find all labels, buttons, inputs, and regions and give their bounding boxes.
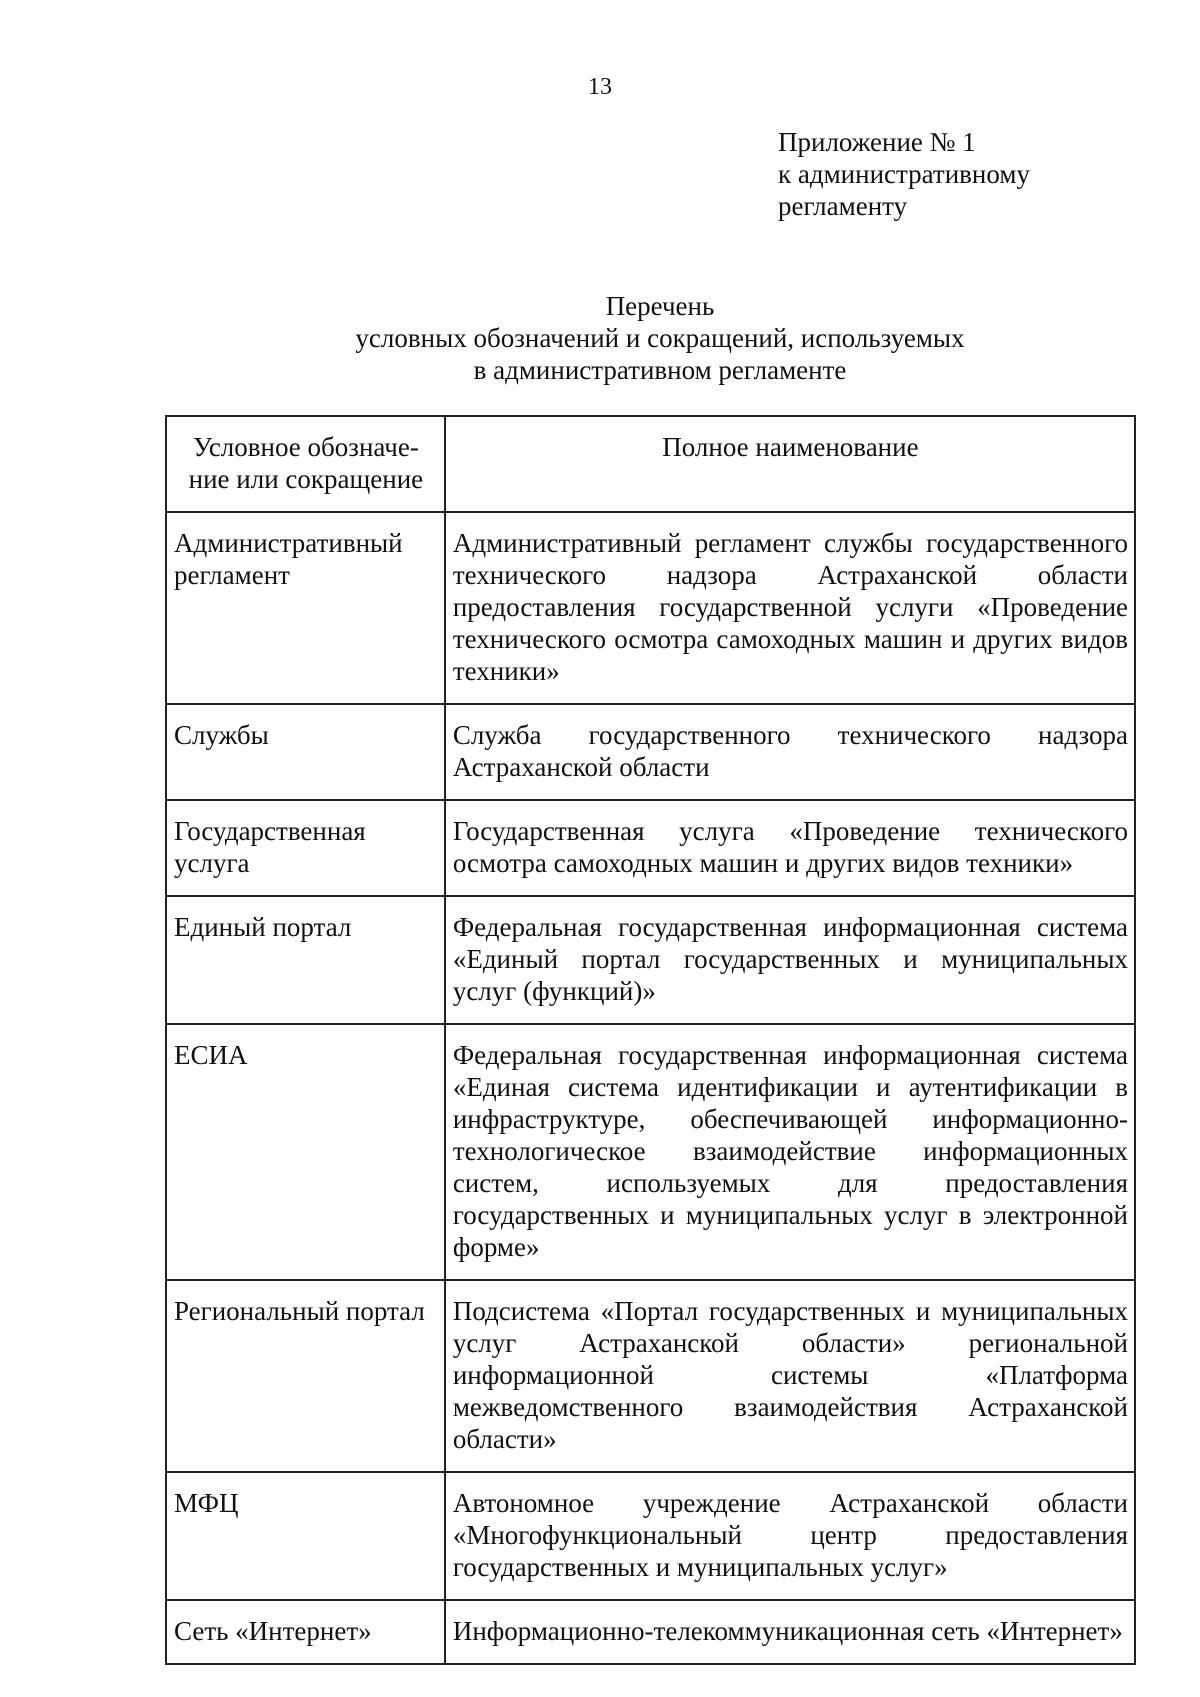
table-row: [166, 1600, 1135, 1664]
header-full-name: Полное наименование: [445, 416, 1135, 512]
table-row: [166, 512, 1135, 704]
appendix-note: [778, 126, 1030, 222]
full-name-cell: Федеральная государственная информационная система «Единая система идентификации и аутентификации в инфраструктуре, обеспечивающей информационно-технологическое взаимодействие информационных систем, используемых для предоставления государственных и муниципальных услуг в электронной форме»: [445, 1024, 1135, 1280]
table-row: [166, 704, 1135, 800]
header-abbreviation: Условное обозначе-ние или сокращение: [166, 416, 445, 512]
full-name-cell: Государственная услуга «Проведение технического осмотра самоходных машин и других видов техники»: [445, 800, 1135, 896]
table-row: [166, 800, 1135, 896]
abbreviation-cell: Единый портал: [166, 896, 445, 1024]
table-header-row: [166, 416, 1135, 512]
table-row: [166, 1280, 1135, 1472]
full-name-cell: Федеральная государственная информационная система «Единый портал государственных и муниципальных услуг (функций)»: [445, 896, 1135, 1024]
abbreviation-cell: Сеть «Интернет»: [166, 1600, 445, 1664]
appendix-line: Приложение № 1: [778, 127, 976, 157]
title-line: в административном регламенте: [473, 355, 847, 385]
abbreviation-cell: МФЦ: [166, 1472, 445, 1600]
document-title: [0, 290, 1200, 386]
title-line: Перечень: [605, 291, 715, 321]
abbreviation-cell: Государственная услуга: [166, 800, 445, 896]
full-name-cell: Автономное учреждение Астраханской области «Многофункциональный центр предоставления государственных и муниципальных услуг»: [445, 1472, 1135, 1600]
abbreviation-cell: Службы: [166, 704, 445, 800]
abbreviations-table: [165, 415, 1136, 1665]
full-name-cell: Служба государственного технического надзора Астраханской области: [445, 704, 1135, 800]
appendix-line: регламенту: [778, 191, 908, 221]
title-line: условных обозначений и сокращений, используемых: [355, 323, 965, 353]
appendix-line: к административному: [778, 159, 1030, 189]
full-name-cell: Информационно-телекоммуникационная сеть «Интернет»: [445, 1600, 1135, 1664]
table-row: [166, 1472, 1135, 1600]
abbreviation-cell: Региональный портал: [166, 1280, 445, 1472]
table-row: [166, 896, 1135, 1024]
full-name-cell: Административный регламент службы государственного технического надзора Астраханской области предоставления государственной услуги «Проведение технического осмотра самоходных машин и других видов техники»: [445, 512, 1135, 704]
abbreviation-cell: Административный регламент: [166, 512, 445, 704]
full-name-cell: Подсистема «Портал государственных и муниципальных услуг Астраханской области» региональной информационной системы «Платформа межведомственного взаимодействия Астраханской области»: [445, 1280, 1135, 1472]
abbreviation-cell: ЕСИА: [166, 1024, 445, 1280]
table-row: [166, 1024, 1135, 1280]
page-number: 13: [588, 74, 612, 100]
